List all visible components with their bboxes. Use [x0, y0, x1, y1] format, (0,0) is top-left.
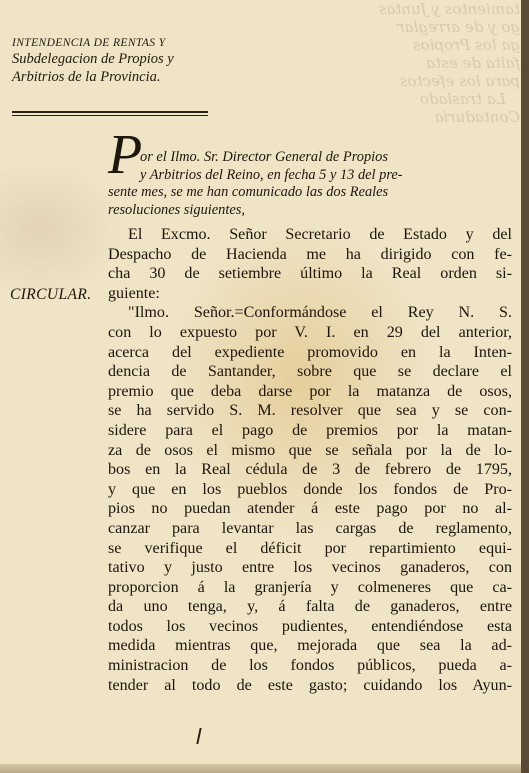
body-line: dencia de Santander, sobre que se declare el [108, 363, 512, 381]
body-line: za de osos el mismo que se señala por la de lo- [108, 441, 512, 459]
body-line: con lo expuesto por V. I. en 29 del anterior, [108, 323, 512, 341]
letterhead [12, 36, 208, 86]
body-line: canzar para levantar las cargas de reglamento, [108, 519, 512, 537]
body-line: tender al todo de este gasto; cuidando los Ayun- [108, 676, 512, 694]
body-line: premio que deba darse por la matanza de osos, [108, 382, 512, 400]
letterhead-line-3: Arbitrios de la Provincia. [12, 69, 161, 85]
body-line: medida mientras que, mejorada que sea la ad- [108, 637, 512, 655]
body-line: pios no puedan atender á este pago por no al- [108, 500, 512, 518]
body-line: da uno tenga, y, á falta de ganaderos, entre [108, 598, 512, 616]
letterhead-line-1: INTENDENCIA DE RENTAS Y [12, 37, 166, 49]
body-line: proporcion á la granjería y colmeneres que ca- [108, 578, 512, 596]
body-line: todos los vecinos pudientes, entendiéndose esta [108, 617, 512, 635]
intro-line: sente mes, se me han comunicado las dos Reales [108, 184, 389, 201]
next-page-edge [0, 764, 521, 773]
body-line: se ha servido S. M. resolver que sea y se con- [108, 402, 512, 420]
body-line: se verifique el déficit por repartimiento equi- [108, 539, 512, 557]
body-line: tativo y justo entre los vecinos ganaderos, con [108, 559, 512, 577]
page-edge [521, 0, 529, 773]
body-line: guiente: [108, 284, 160, 302]
intro-line: y Arbitrios del Reino, en fecha 5 y 13 del pre- [140, 166, 403, 183]
drop-cap: P [108, 124, 143, 186]
body-line: El Excmo. Señor Secretario de Estado y del [128, 226, 512, 243]
letterhead-rule [12, 111, 208, 113]
body-line: ministracion de los fondos públicos, pueda a- [108, 657, 512, 675]
body-line: y que en los pueblos donde los fondos de Pro- [108, 480, 512, 498]
body-text [108, 225, 512, 695]
intro-line: or el Ilmo. Sr. Director General de Propios [140, 149, 388, 165]
letterhead-rule-thin [12, 115, 208, 116]
body-line: sidere para el pago de premios por la matan- [108, 421, 512, 439]
body-line: cha 30 de setiembre último la Real orden si- [108, 265, 512, 283]
letterhead-line-2: Subdelegacion de Propios y [12, 51, 174, 67]
signature-mark [196, 728, 205, 744]
circular-label: CIRCULAR. [10, 286, 92, 303]
body-line: acerca del expediente promovido en la Inten- [108, 343, 512, 361]
intro-line: resoluciones siguientes, [108, 201, 245, 218]
body-line: "Ilmo. Señor.=Conformándose el Rey N. S. [128, 304, 512, 322]
intro-paragraph [108, 149, 513, 219]
body-line: Despacho de Hacienda me ha dirigido con fe- [108, 245, 512, 263]
body-line: bos en la Real cédula de 3 de febrero de 1795, [108, 461, 512, 479]
show-through-text: tamientos y Juntas go y de arreglar ga los Propios falta de esta para los efectos La traslado Contaduría [378, 0, 520, 126]
